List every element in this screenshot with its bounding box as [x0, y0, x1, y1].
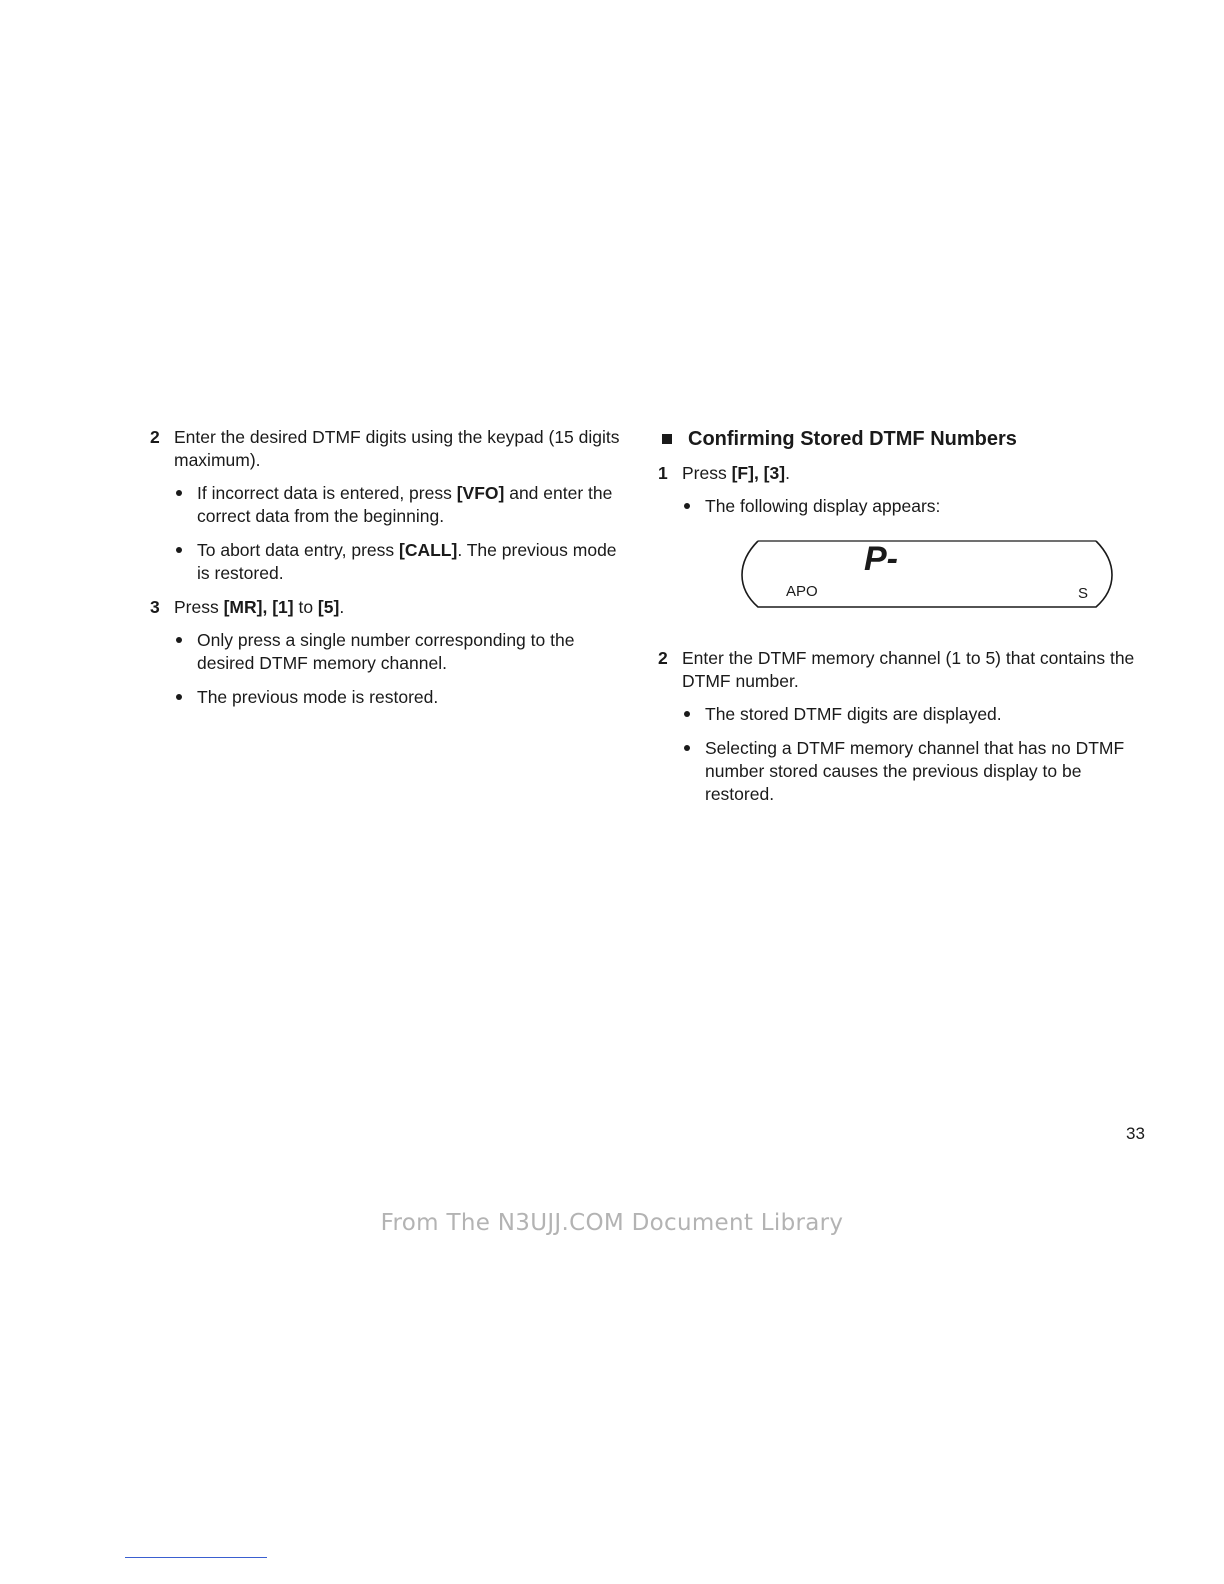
- step-number: 3: [150, 597, 160, 617]
- key-5: [5]: [317, 597, 340, 617]
- bullet-digits-displayed: The stored DTMF digits are displayed.: [682, 703, 1148, 726]
- key-vfo: [VFO]: [456, 483, 505, 503]
- step-1-press-f3: [658, 462, 1148, 485]
- bullet-display-appears: The following display appears:: [682, 495, 1148, 518]
- step-1-bullets: [658, 495, 1148, 518]
- bullet-incorrect-data: If incorrect data is entered, press [VFO] and enter the correct data from the beginning.: [174, 482, 630, 528]
- step-2-bullets: [150, 482, 630, 585]
- left-column: [150, 426, 630, 720]
- library-credit: From The N3UJJ.COM Document Library: [380, 1210, 844, 1236]
- step-text: Enter the DTMF memory channel (1 to 5) that contains the DTMF number.: [682, 648, 1135, 691]
- key-mr-1: [MR], [1]: [223, 597, 294, 617]
- step-3-press-mr: [150, 596, 630, 619]
- lcd-s-label: S: [1078, 585, 1089, 602]
- step-text: Enter the desired DTMF digits using the keypad (15 digits maximum).: [174, 427, 620, 470]
- lcd-display-illustration: [734, 529, 1122, 613]
- step-text: Press [F], [3].: [682, 463, 790, 483]
- square-bullet-icon: [662, 434, 672, 444]
- lcd-main-character: P-: [864, 540, 898, 578]
- step-number: 1: [658, 463, 668, 483]
- bottom-rule: [125, 1557, 267, 1558]
- step-2-bullets: [658, 703, 1148, 806]
- bullet-abort-entry: To abort data entry, press [CALL]. The previous mode is restored.: [174, 539, 630, 585]
- step-number: 2: [658, 648, 668, 668]
- bullet-empty-channel: Selecting a DTMF memory channel that has no DTMF number stored causes the previous display to be restored.: [682, 737, 1148, 806]
- key-f-3: [F], [3]: [731, 463, 786, 483]
- step-2-enter-channel: [658, 647, 1148, 693]
- section-heading: [658, 426, 1148, 452]
- right-column: [658, 426, 1148, 817]
- section-title: Confirming Stored DTMF Numbers: [688, 428, 1017, 450]
- lcd-apo-label: APO: [786, 583, 818, 600]
- key-call: [CALL]: [399, 540, 458, 560]
- page-number: 33: [1126, 1124, 1145, 1143]
- bullet-mode-restored: The previous mode is restored.: [174, 686, 630, 709]
- step-text: Press [MR], [1] to [5].: [174, 597, 345, 617]
- bullet-single-number: Only press a single number corresponding to the desired DTMF memory channel.: [174, 629, 630, 675]
- step-2-enter-digits: [150, 426, 630, 472]
- step-number: 2: [150, 427, 160, 447]
- step-3-bullets: [150, 629, 630, 709]
